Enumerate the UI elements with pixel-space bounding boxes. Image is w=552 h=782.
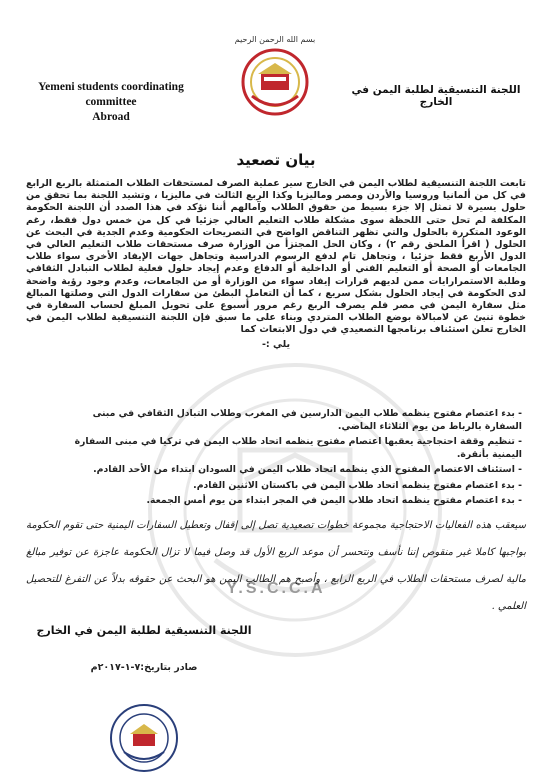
committee-logo-icon	[230, 30, 320, 120]
header-arabic-name: اللجنة التنسيقية لطلبة اليمن في الخارج	[351, 84, 521, 108]
issue-date: صادر بتاريخ:٧-١-٢٠١٧م	[90, 662, 198, 673]
header-english-name	[16, 80, 206, 125]
watermark-abbrev: Y.S.C.C.A	[226, 580, 326, 597]
committee-stamp-icon	[108, 702, 180, 774]
intro-line: يلي :-	[261, 338, 291, 350]
actions-list	[70, 408, 522, 511]
list-item: - بدء اعتصام مفتوح ينظمه طلاب اليمن الدارسين في المغرب وطلاب التبادل الثقافي في مبنى السفارة بالرباط من يوم الثلاثاء الماضي.	[70, 408, 522, 433]
document-title: بيان تصعيد	[236, 151, 316, 169]
header-english-line1: Yemeni students coordinating committee	[38, 81, 184, 108]
list-item: - استئناف الاعتصام المفتوح الذي ينظمه اتحاد طلاب اليمن في السودان ابتداء من الأحد القادم.	[70, 464, 522, 477]
signature: اللجنة التنسيقية لطلبة اليمن في الخارج	[36, 624, 252, 637]
list-item: - تنظيم وقفة احتجاجية يعقبها اعتصام مفتوح ينظمه اتحاد طلاب اليمن في تركيا في مبنى السفارة اليمنية بأنقرة.	[70, 436, 522, 461]
statement-paragraph: تابعت اللجنة التنسيقية لطلاب اليمن في الخارج سير عملية الصرف لمستحقات الطلاب المتمثلة بالربع الرابع في كل من ألمانيا وروسيا والأردن ومصر وماليزيا وكذا الربع الثالث في ماليزيا ، وتشيد اللجنة بما تحقق من حلول يسيرة لا تمثل إلا جزء بسيط من حقوق الطلاب وآمالهم أننا نؤكد في هذا الصدد أن اللجنة الحكومة المكلفة لم تحل حتى اللحظة سوى مشكلة طلاب التعليم العالي جزئيا في كل من خمس دول فقط، رغم الوعود المتكررة بالحلول والتي تظهر التناقض الواضح في التصريحات الحكومية وعدم الجدية في البحث عن الحلول ( اقرأ الملحق رقم ٢) ، وكان الحل المجتزأ من الوزارة صرف مستحقات طلاب التعليم العالي في الدول الأربع فقط جزئيا ، وتجاهل تام لدفع الرسوم الدراسية وتجاهل جهات الإيفاد الأخرى سواء طلاب الجامعات أو الصحة أو التعليم الفني أو الداخلية أو الدفاع وعدم إيجاد حلول فعلية لطلاب التبادل الثقافي وطلبة الاستمرارايات ممن لديهم قرارات إيفاد سواء من الوزارة أو من الجامعات، وعدم وجود رؤية واضحة لدى الحكومة في إيجاد الحلول بشكل سريع ، كما أن التعامل البطئ من سفارات الدول التي وصلتها المبالغ مثل سفارة اليمن في مصر فلم يصرف الربع رغم مرور أسبوع على تحويل المبلغ لحساب السفارة في خطوة تنبئ عن لامبالاة بوضع الطلاب المتردي وبناء على ما سبق فإن اللجنة التنسيقية لطلاب اليمن في الخارج تعلن استئناف برنامجها التصعيدي في دول الابتعاث كما	[26, 178, 526, 336]
header-english-line2: Abroad	[92, 111, 130, 123]
closing-statement: سيعقب هذه الفعاليات الاحتجاجية مجموعة خطوات تصعيدية تصل إلى إقفال وتعطيل السفارات اليمنية حتى تقوم الحكومة بواجبها كاملا غير منقوص إننا نأسف ونتحسر أن موعد الربع الأول قد وصل فيما لا تزال الحكومة عاجزة عن توفير مبالغ مالية لصرف مستحقات الطلاب في الربع الرابع ، وأصبح هم الطالب اليمن هو البحث عن حقوقه بدلاً عن التفرغ للتحصيل العلمي .	[26, 520, 526, 612]
statement-body	[26, 178, 526, 353]
list-item: - بدء اعتصام مفتوح ينظمه اتحاد طلاب اليمن في باكستان الاثنين القادم.	[70, 480, 522, 493]
logo-caption: بسم الله الرحمن الرحيم	[234, 35, 316, 44]
list-item: - بدء اعتصام مفتوح ينظمه اتحاد طلاب اليمن في المجر ابتداء من يوم أمس الجمعة.	[70, 495, 522, 508]
